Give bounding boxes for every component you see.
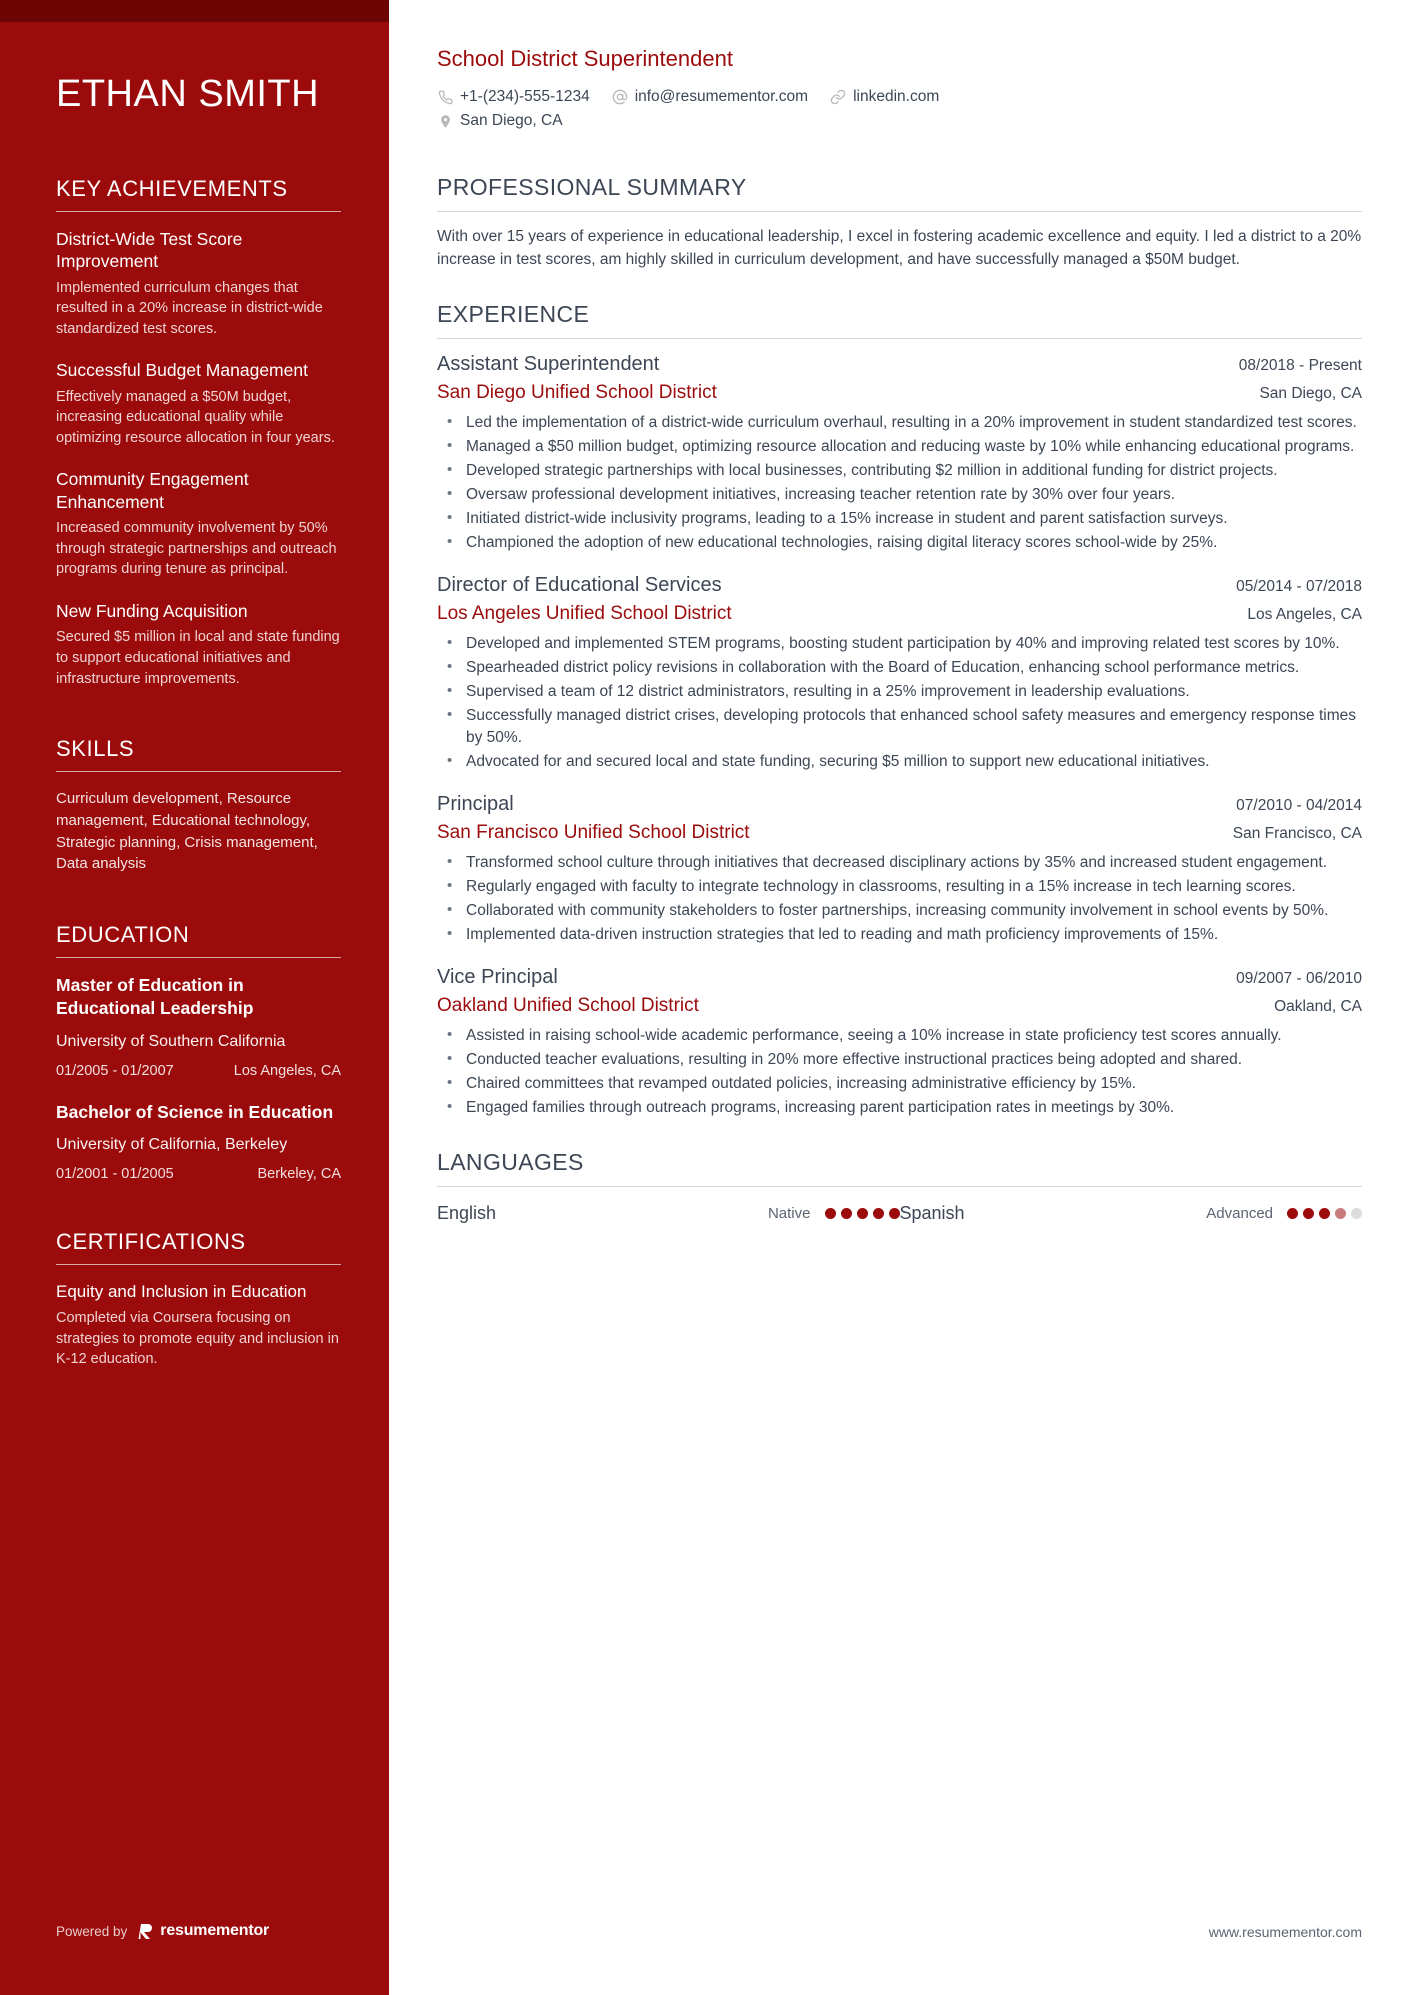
experience-location: Los Angeles, CA [1247, 606, 1362, 624]
languages-row [437, 1203, 1362, 1224]
experience-company: San Diego Unified School District [437, 382, 717, 404]
skills-list: Curriculum development, Resource management, Educational technology, Strategic planning, Crisis management, Data analysis [56, 790, 318, 873]
education-location: Los Angeles, CA [233, 1062, 341, 1079]
achievement-description: Increased community involvement by 50% through strategic partnerships and outreach programs during tenure as principal. [56, 520, 337, 578]
certification-item [56, 1281, 341, 1369]
rating-dot-filled [889, 1208, 900, 1219]
contact-linkedin[interactable] [830, 88, 939, 106]
achievement-item [56, 228, 341, 340]
experience-bullet: • Developed strategic partnerships with local businesses, contributing $2 million in additional funding for district projects. [437, 460, 1362, 482]
education-degree: Master of Education in Educational Leadership [56, 975, 254, 1018]
experience-bullet: • Developed and implemented STEM programs, boosting student participation by 40% and improving related test scores by 10%. [437, 633, 1362, 655]
section-professional-summary [437, 174, 1362, 271]
experience-entry [437, 966, 1362, 1119]
rating-dot-filled [873, 1208, 884, 1219]
experience-bullets [437, 852, 1362, 946]
rating-dot-filled [841, 1208, 852, 1219]
language-name: English [437, 1203, 497, 1224]
link-icon [830, 89, 846, 105]
rating-dot-filled [1319, 1208, 1330, 1219]
experience-dates: 07/2010 - 04/2014 [1236, 797, 1362, 815]
certifications-heading: CERTIFICATIONS [56, 1229, 341, 1265]
experience-company-row [437, 597, 1362, 625]
professional-summary-heading: PROFESSIONAL SUMMARY [437, 174, 1362, 212]
achievement-description: Secured $5 million in local and state funding to support educational initiatives and infrastructure improvements. [56, 629, 340, 687]
experience-bullets [437, 412, 1362, 554]
experience-role-row [437, 966, 1362, 989]
experience-bullet: • Implemented data-driven instruction strategies that led to reading and math proficiency improvements of 15%. [437, 924, 1362, 946]
powered-by-label: Powered by [56, 1923, 128, 1939]
experience-bullet: • Initiated district-wide inclusivity programs, leading to a 15% increase in student and parent satisfaction surveys. [437, 508, 1362, 530]
contact-email[interactable] [612, 88, 808, 106]
experience-bullets [437, 633, 1362, 773]
experience-bullet: • Spearheaded district policy revisions in collaboration with the Board of Education, enhancing school performance metrics. [437, 657, 1362, 679]
education-item [56, 974, 341, 1079]
headline-job-title: School District Superintendent [437, 46, 733, 71]
location-value: San Diego, CA [460, 112, 563, 129]
key-achievements-heading: KEY ACHIEVEMENTS [56, 176, 341, 212]
achievement-item [56, 600, 341, 689]
achievement-title: Successful Budget Management [56, 360, 308, 381]
education-meta [56, 1166, 341, 1182]
experience-dates: 09/2007 - 06/2010 [1236, 970, 1362, 988]
language-name: Spanish [899, 1203, 965, 1224]
contact-info [437, 88, 1362, 130]
experience-bullet: • Led the implementation of a district-wide curriculum overhaul, resulting in a 20% improvement in student standardized test scores. [437, 412, 1362, 434]
experience-role: Principal [437, 793, 514, 816]
experience-company-row [437, 376, 1362, 404]
education-school: University of Southern California [56, 1032, 286, 1050]
section-languages [437, 1149, 1362, 1224]
experience-heading: EXPERIENCE [437, 301, 1362, 339]
experience-entry [437, 574, 1362, 773]
achievement-title: Community Engagement Enhancement [56, 469, 249, 512]
experience-bullet: • Oversaw professional development initiatives, increasing teacher retention rate by 30% over four years. [437, 484, 1362, 506]
rating-dot-filled [1303, 1208, 1314, 1219]
achievement-description: Implemented curriculum changes that resulted in a 20% increase in district-wide standardized test scores. [56, 279, 323, 337]
education-location: Berkeley, CA [257, 1166, 341, 1183]
languages-heading: LANGUAGES [437, 1149, 1362, 1187]
education-meta [56, 1063, 341, 1079]
phone-icon [437, 89, 453, 105]
sidebar-footer [56, 1922, 269, 1940]
experience-role-row [437, 793, 1362, 816]
rating-dot-filled [825, 1208, 836, 1219]
language-level: Advanced [1206, 1205, 1273, 1223]
experience-bullet: • Chaired committees that revamped outdated policies, increasing administrative efficiency by 15%. [437, 1073, 1362, 1095]
experience-role: Assistant Superintendent [437, 353, 660, 376]
section-experience [437, 301, 1362, 1119]
experience-role: Director of Educational Services [437, 574, 722, 597]
rating-dot-filled [1287, 1208, 1298, 1219]
candidate-name: ETHAN SMITH [56, 73, 320, 115]
main-content [389, 0, 1410, 1995]
contact-line-2 [437, 112, 1362, 130]
skills-heading: SKILLS [56, 736, 341, 772]
website-footer: www.resumementor.com [1208, 1924, 1362, 1940]
resumementor-logo [137, 1922, 269, 1940]
experience-location: San Diego, CA [1259, 385, 1362, 403]
section-key-achievements [56, 176, 341, 689]
experience-location: Oakland, CA [1274, 998, 1362, 1016]
language-item-spanish [900, 1203, 1363, 1224]
achievement-item [56, 468, 341, 580]
certification-title: Equity and Inclusion in Education [56, 1282, 307, 1302]
achievement-description: Effectively managed a $50M budget, increasing educational quality while optimizing resource allocation in four years. [56, 388, 335, 446]
contact-line-1 [437, 88, 1362, 106]
experience-company: San Francisco Unified School District [437, 822, 750, 844]
linkedin-value: linkedin.com [853, 88, 940, 105]
experience-bullet: • Regularly engaged with faculty to integrate technology in classrooms, resulting in a 15% increase in tech learning scores. [437, 876, 1362, 898]
rating-dot-empty [1351, 1208, 1362, 1219]
experience-bullet: • Transformed school culture through initiatives that decreased disciplinary actions by 35% and increased student engagement. [437, 852, 1362, 874]
contact-location [437, 112, 563, 130]
education-heading: EDUCATION [56, 922, 341, 958]
education-degree: Bachelor of Science in Education [56, 1101, 334, 1122]
experience-company-row [437, 989, 1362, 1017]
resumementor-mark-icon [137, 1923, 154, 1940]
experience-bullet: • Engaged families through outreach programs, increasing parent participation rates in meetings by 30%. [437, 1097, 1362, 1119]
education-dates: 01/2005 - 01/2007 [56, 1062, 174, 1079]
email-value: info@resumementor.com [634, 88, 809, 105]
certification-description: Completed via Coursera focusing on strategies to promote equity and inclusion in K-12 education. [56, 1310, 339, 1368]
resumementor-wordmark: resumementor [160, 1922, 270, 1939]
rating-dot-filled [857, 1208, 868, 1219]
experience-bullet: • Supervised a team of 12 district administrators, resulting in a 25% improvement in leadership evaluations. [437, 681, 1362, 703]
phone-value: +1-(234)-555-1234 [460, 88, 590, 105]
section-education [56, 922, 341, 1182]
experience-role-row [437, 353, 1362, 376]
contact-phone[interactable] [437, 88, 590, 106]
experience-bullet: • Assisted in raising school-wide academic performance, seeing a 10% increase in state proficiency test scores annually. [437, 1025, 1362, 1047]
language-rating-dots [825, 1208, 900, 1219]
education-item [56, 1101, 341, 1183]
rating-dot-half [1335, 1208, 1346, 1219]
experience-bullets [437, 1025, 1362, 1119]
experience-dates: 05/2014 - 07/2018 [1236, 578, 1362, 596]
experience-bullet: • Managed a $50 million budget, optimizing resource allocation and reducing waste by 10% while enhancing educational programs. [437, 436, 1362, 458]
professional-summary-text: With over 15 years of experience in educational leadership, I excel in fostering academic excellence and equity. I led a district to a 20% increase in test scores, am highly skilled in curriculum development, and have successfully managed a $50M budget. [437, 228, 1362, 268]
experience-company: Los Angeles Unified School District [437, 603, 732, 625]
experience-role: Vice Principal [437, 966, 558, 989]
achievement-title: District-Wide Test Score Improvement [56, 228, 243, 272]
section-certifications [56, 1229, 341, 1369]
experience-company: Oakland Unified School District [437, 995, 699, 1017]
achievement-title: New Funding Acquisition [56, 600, 248, 621]
experience-role-row [437, 574, 1362, 597]
achievement-item [56, 359, 341, 448]
location-pin-icon [437, 113, 453, 129]
experience-dates: 08/2018 - Present [1238, 357, 1362, 375]
education-dates: 01/2001 - 01/2005 [56, 1166, 174, 1183]
section-skills [56, 736, 341, 875]
language-rating-dots [1287, 1208, 1362, 1219]
experience-entry [437, 353, 1362, 554]
language-item-english [437, 1203, 900, 1224]
education-school: University of California, Berkeley [56, 1136, 288, 1154]
experience-entry [437, 793, 1362, 946]
experience-company-row [437, 816, 1362, 844]
sidebar [0, 0, 389, 1995]
experience-bullet: • Successfully managed district crises, developing protocols that enhanced school safety measures and emergency response times by 50%. [437, 705, 1362, 749]
experience-location: San Francisco, CA [1232, 825, 1362, 843]
at-sign-icon [612, 89, 628, 105]
experience-bullet: • Collaborated with community stakeholders to foster partnerships, increasing community involvement in school events by 50%. [437, 900, 1362, 922]
experience-bullet: • Conducted teacher evaluations, resulting in 20% more effective instructional practices being adopted and shared. [437, 1049, 1362, 1071]
experience-bullet: • Advocated for and secured local and state funding, securing $5 million to support new educational initiatives. [437, 751, 1362, 773]
sidebar-top-strip [0, 0, 389, 22]
experience-bullet: • Championed the adoption of new educational technologies, raising digital literacy scores school-wide by 25%. [437, 532, 1362, 554]
language-level: Native [767, 1205, 811, 1223]
